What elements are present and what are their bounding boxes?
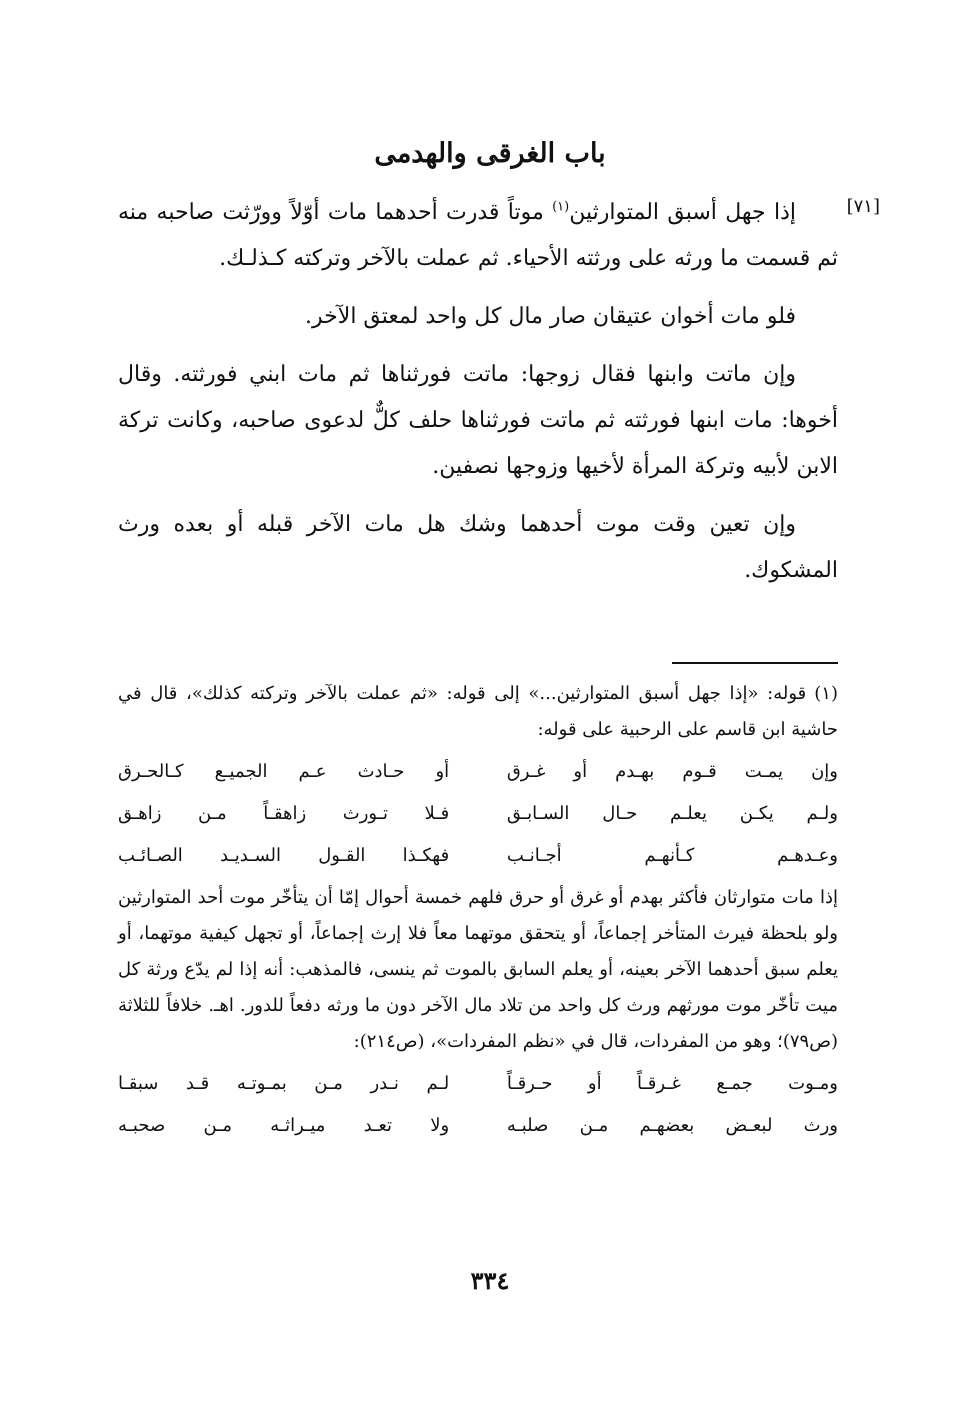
verse-second-half: أو حـادث عـم الجميـع كـالحـرق [118,761,450,782]
verse-line [118,838,838,874]
paragraph-1-start: إذا جهل أسبق المتوارثين [569,200,796,225]
footnote-number: (١) [814,683,838,704]
footnote-body: إذا مات متوارثان فأكثر بهدم أو غرق أو حرق فلهم خمسة أحوال إمّا أن يتأخّر موت أحد المتوارثين ولو بلحظة فيرث المتأخر إجماعاً، أو يتحقق موتهما معاً فلا إرث إجماعاً، أو تجهل كيفية موتهما، أو يعلم سبق أحدهما الآخر بعينه، أو يعلم السابق بالموت ثم ينسى، فالمذهب: أنه إذا لم يدّع ورثة كل ميت تأخّر موت مورثهم ورث كل واحد من تلاد مال الآخر دون ما ورثه دفعاً للدور. اهـ. خلافاً للثلاثة (ص٧٩)؛ وهو من المفردات، قال في «نظم المفردات»، (ص٢١٤): [118,887,838,1052]
main-text [118,190,838,606]
paragraph-1 [118,190,838,282]
section-marker: [٧١] [846,196,880,217]
footnote-ref[interactable]: (١) [552,199,570,215]
footnote-divider [672,662,838,664]
paragraph-1-rest: موتاً قدرت أحدهما مات أوّلاً وورّثت صاحبه منه ثم قسمت ما ورثه على ورثته الأحياء. ثم عملت بالآخر وتركته كـذلـك. [118,200,838,271]
footnote-intro [118,676,838,748]
page-number: ٣٣٤ [470,1266,510,1295]
footnote [118,676,838,1150]
verse-first-half: وإن يمـت قـوم بهـدم أو غـرق [506,761,838,782]
verse-second-half: ولا تعـد ميـراثـه مـن صحبـه [118,1115,450,1136]
verse-first-half: وعـدهـم كـأنهـم أجـانـب [506,845,838,866]
verse-first-half: ولـم يكـن يعلـم حـال السـابـق [506,803,838,824]
verse-line [118,1066,838,1102]
verse-line [118,1108,838,1144]
verse-first-half: ومـوت جمـع غـرقـاً أو حـرقـاً [506,1073,838,1094]
verse-line [118,796,838,832]
verse-line [118,754,838,790]
paragraph-3: وإن ماتت وابنها فقال زوجها: ماتت فورثناها ثم مات ابني فورثته. وقال أخوها: مات ابنها فورثته ثم ماتت فورثناها حلف كلٌّ لدعوى صاحبه، وكانت تركة الابن لأبيه وتركة المرأة لأخيها وزوجها نصفين. [118,362,838,479]
paragraph-2: فلو مات أخوان عتيقان صار مال كل واحد لمعتق الآخر. [305,304,796,329]
verse-second-half: فهكـذا القـول السـديـد الصـائـب [118,845,450,866]
verse-first-half: ورث لبعـض بعضهـم مـن صلبـه [506,1115,838,1136]
paragraph-4: وإن تعين وقت موت أحدهما وشك هل مات الآخر قبله أو بعده ورث المشكوك. [118,512,838,583]
footnote-intro-text: قوله: «إذا جهل أسبق المتوارثين...» إلى قوله: «ثم عملت بالآخر وتركته كذلك»، قال في حاشية ابن قاسم على الرحبية على قوله: [118,683,838,740]
page-title: باب الغرقى والهدمى [374,138,606,169]
verse-second-half: فـلا تـورث زاهقـاً مـن زاهـق [118,803,450,824]
verse-second-half: لـم نـدر مـن بمـوتـه قـد سبقـا [118,1073,450,1094]
